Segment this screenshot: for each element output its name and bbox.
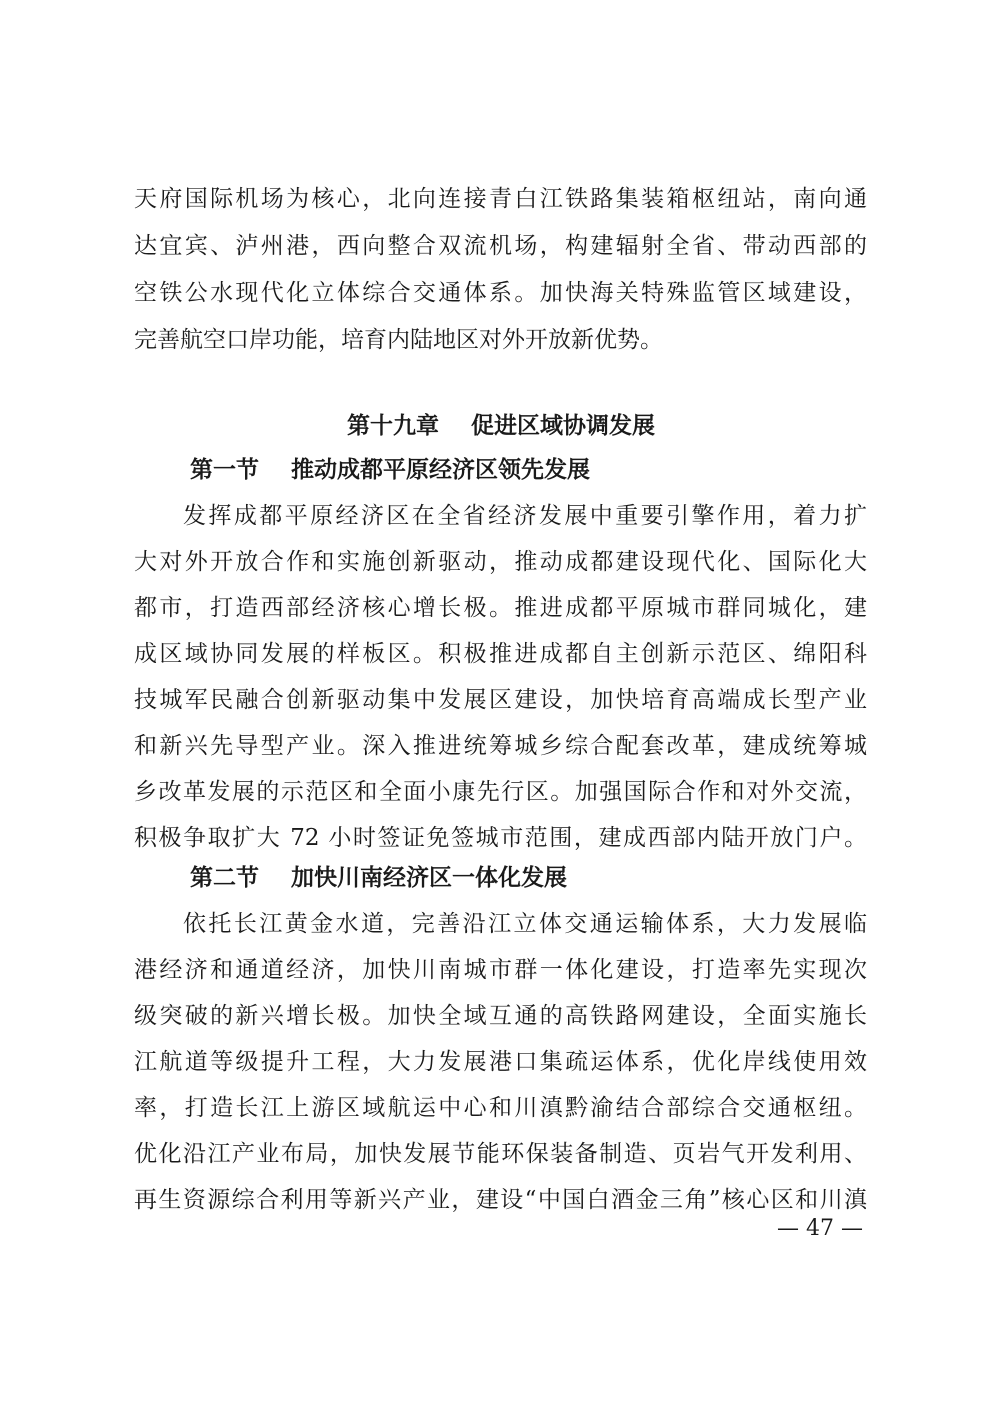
- intro-line-2: 达宜宾、泸州港，西向整合双流机场，构建辐射全省、带动西部的: [134, 233, 867, 259]
- intro-line-1: 天府国际机场为核心，北向连接青白江铁路集装箱枢纽站，南向通: [134, 186, 867, 212]
- section-2-number: 第二节: [190, 864, 259, 891]
- section-1-heading: [190, 454, 590, 486]
- section-1-line-2: 大对外开放合作和实施创新驱动，推动成都建设现代化、国际化大: [134, 549, 867, 575]
- chapter-title: 促进区域协调发展: [471, 412, 655, 439]
- section-2-line-7: 再生资源综合利用等新兴产业，建设“中国白酒金三角”核心区和川滇: [134, 1187, 867, 1213]
- chapter-heading: [0, 410, 992, 442]
- section-2-title: 加快川南经济区一体化发展: [291, 864, 567, 891]
- section-2-line-2: 港经济和通道经济，加快川南城市群一体化建设，打造率先实现次: [134, 957, 867, 983]
- section-2-line-1: 依托长江黄金水道，完善沿江立体交通运输体系，大力发展临: [183, 911, 867, 937]
- section-1-number: 第一节: [190, 456, 259, 483]
- section-1-line-5: 技城军民融合创新驱动集中发展区建设，加快培育高端成长型产业: [134, 687, 867, 713]
- chapter-number: 第十九章: [347, 412, 439, 439]
- section-2-line-5: 率，打造长江上游区域航运中心和川滇黔渝结合部综合交通枢纽。: [134, 1095, 867, 1121]
- section-1-line-1: 发挥成都平原经济区在全省经济发展中重要引擎作用，着力扩: [183, 503, 867, 529]
- section-2-line-4: 江航道等级提升工程，大力发展港口集疏运体系，优化岸线使用效: [134, 1049, 867, 1075]
- section-2-line-3: 级突破的新兴增长极。加快全域互通的高铁路网建设，全面实施长: [134, 1003, 867, 1029]
- section-1-line-4: 成区域协同发展的样板区。积极推进成都自主创新示范区、绵阳科: [134, 641, 867, 667]
- section-2-heading: [190, 862, 567, 894]
- page-number: — 47 —: [777, 1216, 863, 1241]
- section-1-line-6: 和新兴先导型产业。深入推进统筹城乡综合配套改革，建成统筹城: [134, 733, 867, 759]
- intro-line-4: 完善航空口岸功能，培育内陆地区对外开放新优势。: [134, 327, 663, 353]
- section-2-line-6: 优化沿江产业布局，加快发展节能环保装备制造、页岩气开发利用、: [134, 1141, 867, 1167]
- section-1-title: 推动成都平原经济区领先发展: [291, 456, 590, 483]
- intro-line-3: 空铁公水现代化立体综合交通体系。加快海关特殊监管区域建设，: [134, 280, 867, 306]
- section-1-line-8: 积极争取扩大 72 小时签证免签城市范围，建成西部内陆开放门户。: [134, 825, 867, 851]
- section-1-line-7: 乡改革发展的示范区和全面小康先行区。加强国际合作和对外交流，: [134, 779, 867, 805]
- section-1-line-3: 都市，打造西部经济核心增长极。推进成都平原城市群同城化，建: [134, 595, 867, 621]
